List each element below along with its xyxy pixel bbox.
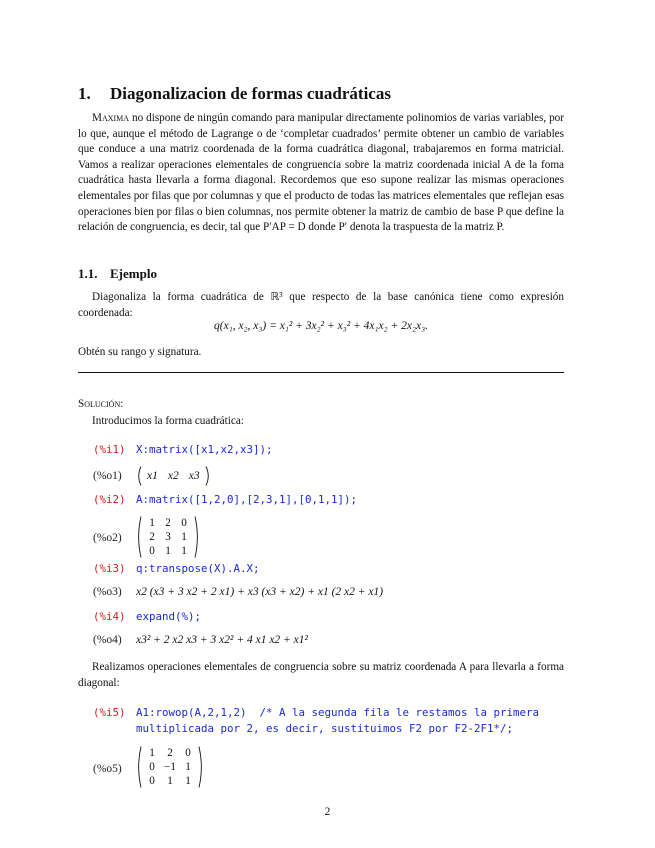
matrix-cell: 1 bbox=[167, 775, 173, 787]
subsection-number: 1.1. bbox=[78, 266, 98, 281]
matrix-cell: 0 bbox=[149, 761, 155, 773]
matrix-cell: 1 bbox=[149, 517, 155, 529]
matrix-cell: 2 bbox=[167, 747, 173, 759]
output-label-4: (%o4) bbox=[93, 634, 122, 646]
subsection-heading bbox=[78, 266, 157, 282]
input-label-4: (%i4) bbox=[93, 610, 126, 623]
section-heading bbox=[78, 84, 391, 104]
output-matrix-A bbox=[136, 516, 200, 558]
solution-intro: Introducimos la forma cuadrática: bbox=[92, 415, 244, 427]
matrix-cell: 1 bbox=[185, 761, 191, 773]
maxima-name: Maxima bbox=[92, 112, 130, 124]
vector-cell: x2 bbox=[167, 470, 179, 482]
matrix-cell: 3 bbox=[165, 531, 171, 543]
input-label-1: (%i1) bbox=[93, 443, 126, 456]
matrix-cell: 0 bbox=[181, 517, 187, 529]
input-code-1: X:matrix([x1,x2,x3]); bbox=[136, 443, 273, 456]
section-number: 1. bbox=[78, 84, 91, 103]
section-title: Diagonalizacion de formas cuadráticas bbox=[110, 84, 391, 103]
matrix-row bbox=[144, 774, 196, 788]
intro-paragraph bbox=[78, 111, 564, 236]
input-code-2: A:matrix([1,2,0],[2,3,1],[0,1,1]); bbox=[136, 493, 358, 506]
matrix-row bbox=[144, 760, 196, 774]
matrix-cell: 0 bbox=[149, 545, 155, 557]
horizontal-divider bbox=[78, 372, 564, 373]
subsection-title: Ejemplo bbox=[110, 266, 157, 281]
matrix-cell: 1 bbox=[185, 775, 191, 787]
input-label-3: (%i3) bbox=[93, 562, 126, 575]
matrix-cell: 1 bbox=[181, 545, 187, 557]
output-label-3: (%o3) bbox=[93, 586, 122, 598]
matrix-cell: −1 bbox=[164, 761, 176, 773]
input-label-2: (%i2) bbox=[93, 493, 126, 506]
input-code-3: q:transpose(X).A.X; bbox=[136, 562, 260, 575]
output-expression-4: x3² + 2 x2 x3 + 3 x2² + 4 x1 x2 + x1² bbox=[136, 634, 308, 646]
matrix-cell: 1 bbox=[149, 747, 155, 759]
matrix-row bbox=[144, 544, 192, 558]
right-paren bbox=[194, 516, 200, 558]
matrix-cell: 2 bbox=[165, 517, 171, 529]
output-expression-3: x2 (x3 + 3 x2 + 2 x1) + x3 (x3 + x2) + x1 (2 x2 + x1) bbox=[136, 586, 384, 598]
quadratic-form-formula: q(x₁, x₂, x₃) = x₁² + 3x₂² + x₃² + 4x₁x₂ + 2x₂x₃. bbox=[214, 320, 428, 332]
input-label-5: (%i5) bbox=[93, 706, 126, 719]
matrix-cell: 1 bbox=[181, 531, 187, 543]
output-label-5: (%o5) bbox=[93, 763, 122, 775]
solution-heading: Solución: bbox=[78, 398, 124, 410]
right-paren bbox=[205, 466, 211, 486]
output-matrix-A1 bbox=[136, 746, 204, 788]
output-label-2: (%o2) bbox=[93, 532, 122, 544]
intro-text: no dispone de ningún comando para manipular directamente polinomios de varias variables, por lo que, aunque el método de Lagrange o de ‘completar cuadrados’ permite obtener un cambio de variables que conduce a una matriz coordenada de la forma cuadrática diagonal, trabajaremos en forma matricial. Vamos a realizar operaciones elementales de congruencia sobre la matriz coordenada inicial A de la foma cuadrática hasta llevarla a forma diagonal. Recordemos que eso supone realizar las mismas operaciones elementales por filas que por columnas y que el producto de todas las matrices elementales que reflejan esas operaciones bien por filas o bien columnas, nos permite obtener la matriz de cambio de base P que define la relación de congruencia, es decir, tal que P′AP = D donde P′ denota la traspuesta de la matriz P. bbox=[78, 112, 564, 234]
matrix-cell: 2 bbox=[149, 531, 155, 543]
matrix-cell: 0 bbox=[185, 747, 191, 759]
vector-cell: x3 bbox=[188, 470, 200, 482]
right-paren bbox=[198, 746, 204, 788]
matrix-cell: 1 bbox=[165, 545, 171, 557]
output-label-1: (%o1) bbox=[93, 470, 122, 482]
page-number: 2 bbox=[324, 806, 331, 818]
vector-cell: x1 bbox=[147, 470, 158, 482]
matrix-row bbox=[144, 516, 192, 530]
left-paren bbox=[136, 746, 142, 788]
matrix-row bbox=[144, 746, 196, 760]
left-paren bbox=[136, 516, 142, 558]
input-code-5: A1:rowop(A,2,1,2) /* A la segunda fila le restamos la primera multiplicada por 2, es decir, sustituimos F2 por F2-2F1*/; bbox=[136, 706, 540, 735]
output-row-vector bbox=[136, 466, 211, 486]
example-statement: Diagonaliza la forma cuadrática de ℝ³ que respecto de la base canónica tiene como expresión coordenada: bbox=[78, 291, 564, 319]
operations-paragraph: Realizamos operaciones elementales de congruencia sobre su matriz coordenada A para llevarla a forma diagonal: bbox=[78, 661, 564, 689]
left-paren bbox=[136, 466, 142, 486]
input-code-4: expand(%); bbox=[136, 610, 202, 623]
matrix-cell: 0 bbox=[149, 775, 155, 787]
example-question: Obtén su rango y signatura. bbox=[78, 346, 202, 358]
matrix-row bbox=[144, 530, 192, 544]
